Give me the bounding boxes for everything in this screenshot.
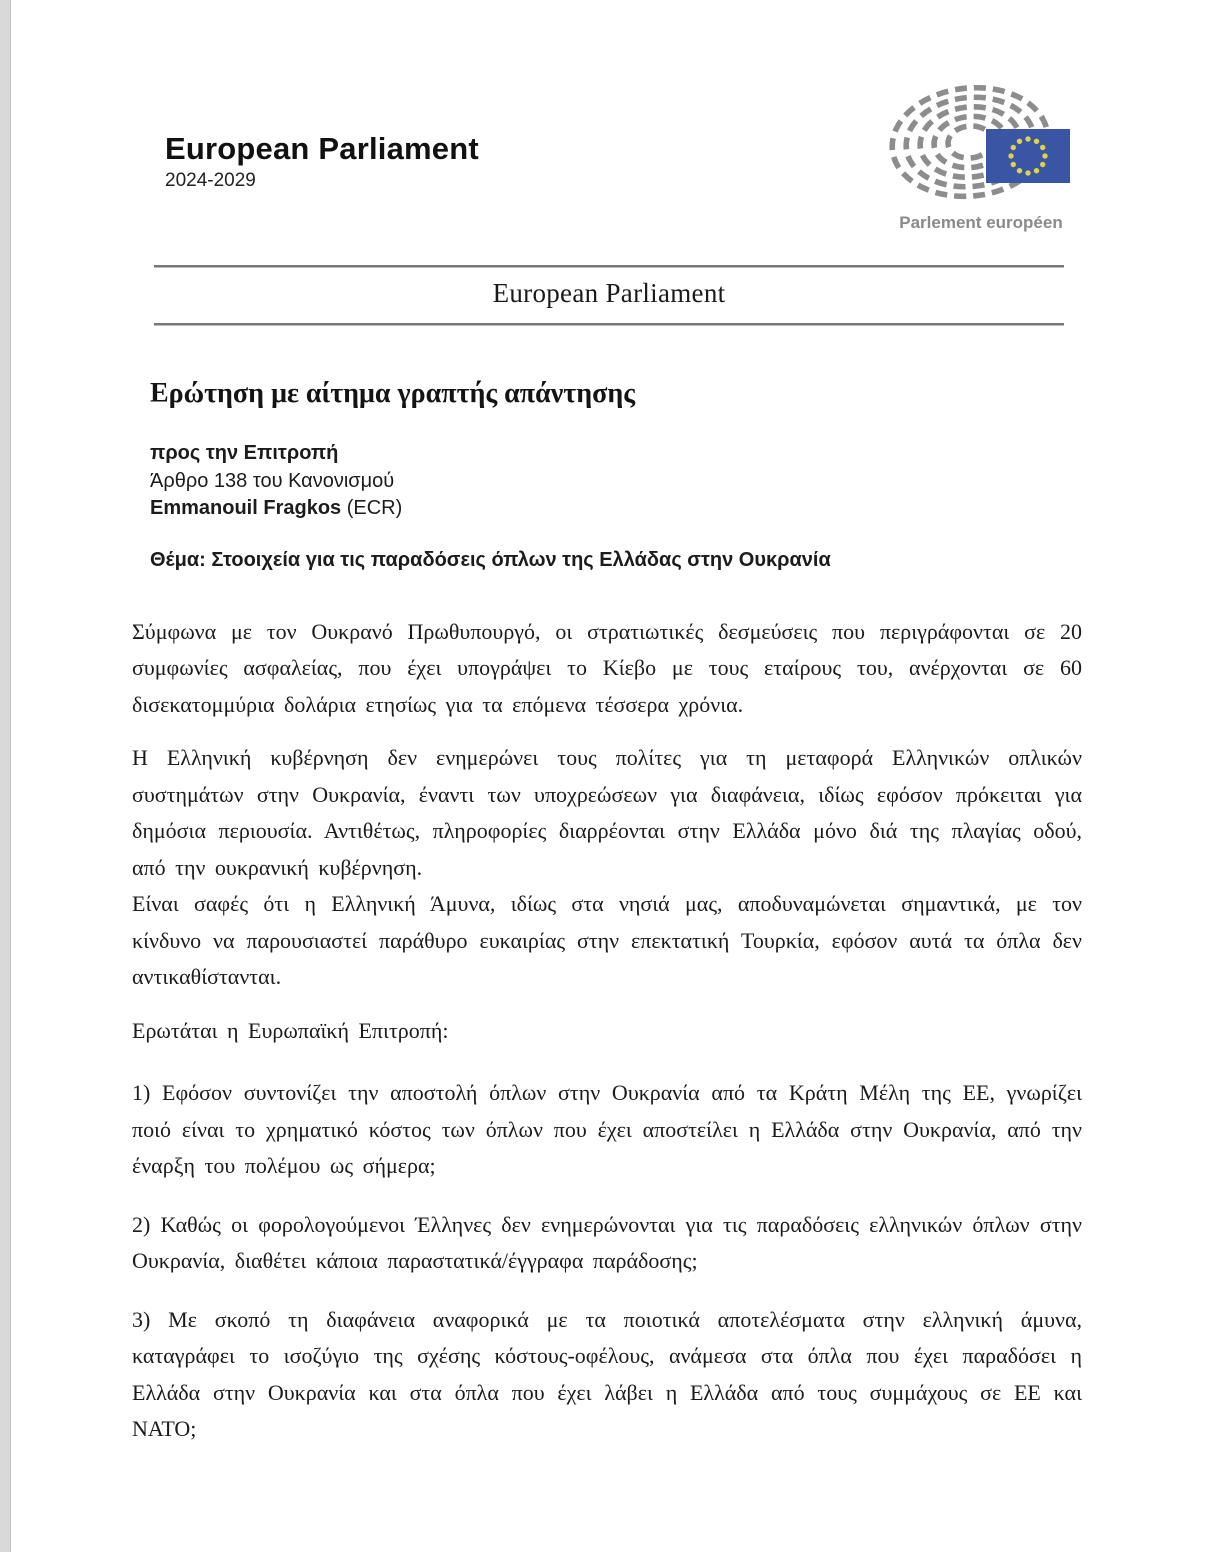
document-content (132, 0, 1082, 1470)
question-item (132, 1207, 1082, 1280)
question-text: 2) Καθώς οι φορολογούμενοι Έλληνες δεν ενημερώνονται για τις παραδόσεις ελληνικών όπλων στην Ουκρανία, διαθέτει κάποια παραστατικά/έγγραφα παράδοσης; (132, 1211, 1082, 1273)
logo-caption: Parlement européen (899, 213, 1063, 232)
scan-edge (0, 0, 11, 1552)
author-name: Emmanouil Fragkos (150, 497, 342, 519)
question-header (150, 378, 1082, 572)
banner (154, 265, 1064, 326)
subject-line: Θέμα: Στοοιχεία για τις παραδόσεις όπλων της Ελλάδας στην Ουκρανία (150, 548, 831, 571)
addressee: προς την Επιτροπή (150, 442, 339, 464)
paragraph: Είναι σαφές ότι η Ελληνική Άμυνα, ιδίως στα νησιά μας, αποδυναμώνεται σημαντικά, με τον κίνδυνο να παρουσιαστεί παράθυρο ευκαιρίας στην επεκτατική Τουρκία, εφόσον αυτά τα όπλα δεν αντικαθίστανται. (132, 891, 1082, 989)
european-parliament-logo-icon (886, 85, 1076, 211)
author-line (150, 495, 1082, 523)
bottom-rule (154, 323, 1064, 326)
document-body (132, 614, 1082, 1448)
question-intro: Ερωτάται η Ευρωπαϊκή Επιτροπή: (132, 1017, 449, 1043)
author-group: (ECR) (346, 497, 403, 519)
document-header (132, 85, 1082, 233)
question-text: 1) Εφόσον συντονίζει την αποστολή όπλων στην Ουκρανία από τα Κράτη Μέλη της ΕΕ, γνωρίζει ποιό είναι το χρηματικό κόστος των όπλων που έχει αποστείλει η Ελλάδα στην Ουκρανία, από την έναρξη του πολέμου ως σήμερα; (132, 1080, 1082, 1178)
parliamentary-term: 2024-2029 (165, 169, 256, 191)
question-item (132, 1302, 1082, 1448)
banner-title: European Parliament (492, 278, 726, 308)
question-text: 3) Με σκοπό τη διαφάνεια αναφορικά με τα ποιοτικά αποτελέσματα στην ελληνική άμυνα, καταγράφει το ισοζύγιο της σχέσης κόστους-οφέλους, ανάμεσα στα όπλα που έχει παραδόσει η Ελλάδα στην Ουκρανία και στα όπλα που έχει λάβει η Ελλάδα από τους συμμάχους σε ΕΕ και ΝΑΤΟ; (132, 1306, 1082, 1441)
institution-name: European Parliament (165, 131, 479, 166)
question-meta (150, 440, 1082, 523)
paragraph-block (132, 614, 1082, 724)
paragraph: Η Ελληνική κυβέρνηση δεν ενημερώνει τους πολίτες για τη μεταφορά Ελληνικών οπλικών συστημάτων στην Ουκρανία, έναντι των υποχρεώσεων για διαφάνεια, ιδίως εφόσον πρόκειται για δημόσια περιουσία. Αντιθέτως, πληροφορίες διαρρέονται στην Ελλάδα μόνο διά της πλαγίας οδού, από την ουκρανική κυβέρνηση. (132, 745, 1082, 880)
question-item (132, 1075, 1082, 1185)
paragraph: Σύμφωνα με τον Ουκρανό Πρωθυπουργό, οι στρατιωτικές δεσμεύσεις που περιγράφονται σε 20 συμφωνίες ασφαλείας, που έχει υπογράψει το Κίεβο με τους εταίρους του, ανέρχονται σε 60 δισεκατομμύρια δολάρια ετησίως για τα επόμενα τέσσερα χρόνια. (132, 618, 1082, 717)
rule-reference: Άρθρο 138 του Κανονισμού (150, 469, 395, 492)
paragraph-block (132, 740, 1082, 996)
question-title: Ερώτηση με αίτημα γραπτής απάντησης (150, 378, 636, 409)
institution-block (165, 133, 479, 192)
ep-logo-block (886, 85, 1076, 233)
